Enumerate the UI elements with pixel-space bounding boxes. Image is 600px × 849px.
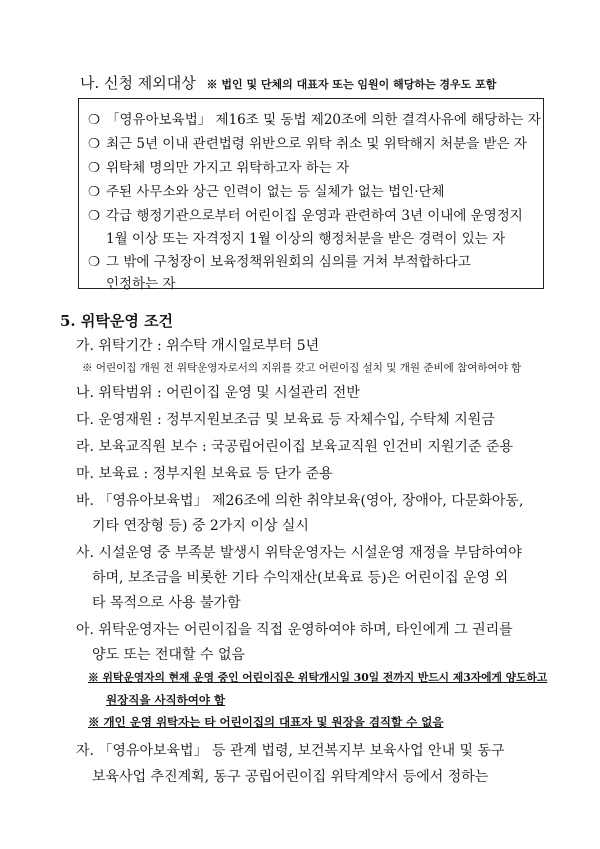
box-item-text: 각급 행정기관으로부터 어린이집 운영과 관련하여 3년 이내에 운영정지 xyxy=(106,208,523,224)
bullet-icon: ❍ xyxy=(88,136,101,152)
item-sa-cont: 하며, 보조금을 비롯한 기타 수익재산(보육료 등)은 어린이집 운영 외 xyxy=(92,570,509,586)
item-ba: 바. 「영유아보육법」 제26조에 의한 취약보육(영아, 장애아, 다문화아동, xyxy=(76,493,524,509)
bullet-icon: ❍ xyxy=(88,160,101,176)
note-concurrent: ※ 개인 운영 위탁자는 타 어린이집의 대표자 및 원장을 겸직할 수 없음 xyxy=(88,715,444,729)
item-a: 아. 위탁운영자는 어린이집을 직접 운영하여야 하며, 타인에게 그 권리를 xyxy=(76,622,513,638)
item-sa-cont: 타 목적으로 사용 불가함 xyxy=(92,595,241,611)
box-item xyxy=(88,132,527,152)
bullet-icon: ❍ xyxy=(88,112,101,128)
item-da: 다. 운영재원 : 정부지원보조금 및 보육료 등 자체수입, 수탁체 지원금 xyxy=(76,412,495,428)
bullet-icon: ❍ xyxy=(88,208,101,224)
box-item-text: 「영유아보육법」 제16조 및 동법 제20조에 의한 결격사유에 해당하는 자 xyxy=(106,112,541,128)
box-item-text: 주된 사무소와 상근 인력이 없는 등 실체가 없는 법인·단체 xyxy=(106,184,445,200)
box-item xyxy=(88,180,445,200)
section-na-title-line xyxy=(80,72,496,93)
box-item-continuation: 1월 이상 또는 자격정지 1월 이상의 행정처분을 받은 경력이 있는 자 xyxy=(106,231,506,247)
box-item-continuation: 인정하는 자 xyxy=(106,276,176,292)
box-item-text: 최근 5년 이내 관련법령 위반으로 위탁 취소 및 위탁해지 처분을 받은 자 xyxy=(106,136,527,152)
item-ja-cont: 보육사업 추진계획, 동구 공립어린이집 위탁계약서 등에서 정하는 xyxy=(92,769,489,785)
box-item-text: 그 밖에 구청장이 보육정책위원회의 심의를 거쳐 부적합하다고 xyxy=(106,254,471,270)
box-item xyxy=(88,250,471,270)
box-item xyxy=(88,204,523,224)
note-transfer-cont: 원장직을 사직하여야 함 xyxy=(106,693,226,707)
box-item xyxy=(88,108,541,128)
item-ma: 마. 보육료 : 정부지원 보육료 등 단가 준용 xyxy=(76,466,333,482)
section-na-note: ※ 법인 및 단체의 대표자 또는 임원이 해당하는 경우도 포함 xyxy=(206,78,497,91)
item-ja: 자. 「영유아보육법」 등 관계 법령, 보건복지부 보육사업 안내 및 동구 xyxy=(76,743,505,759)
item-a-cont: 양도 또는 전대할 수 없음 xyxy=(92,647,246,663)
item-ra: 라. 보육교직원 보수 : 국공립어린이집 보육교직원 인건비 지원기준 준용 xyxy=(76,439,513,455)
item-ga-note: ※ 어린이집 개원 전 위탁운영자로서의 지위를 갖고 어린이집 설치 및 개원 준비에 참여하여야 함 xyxy=(82,362,522,374)
item-na: 나. 위탁범위 : 어린이집 운영 및 시설관리 전반 xyxy=(76,385,360,401)
item-sa: 사. 시설운영 중 부족분 발생시 위탁운영자는 시설운영 재정을 부담하여야 xyxy=(76,545,522,561)
box-item xyxy=(88,156,349,176)
bullet-icon: ❍ xyxy=(88,184,101,200)
section-na-title: 나. 신청 제외대상 xyxy=(80,74,196,92)
note-transfer: ※ 위탁운영자의 현재 운영 중인 어린이집은 위탁개시일 30일 전까지 반드시 제3자에게 양도하고 xyxy=(88,671,548,684)
section5-heading: 5. 위탁운영 조건 xyxy=(60,312,174,330)
item-ga: 가. 위탁기간 : 위수탁 개시일로부터 5년 xyxy=(76,338,320,354)
item-ba-cont: 기타 연장형 등) 중 2가지 이상 실시 xyxy=(92,518,309,534)
bullet-icon: ❍ xyxy=(88,254,101,270)
box-item-text: 위탁체 명의만 가지고 위탁하고자 하는 자 xyxy=(106,160,350,176)
